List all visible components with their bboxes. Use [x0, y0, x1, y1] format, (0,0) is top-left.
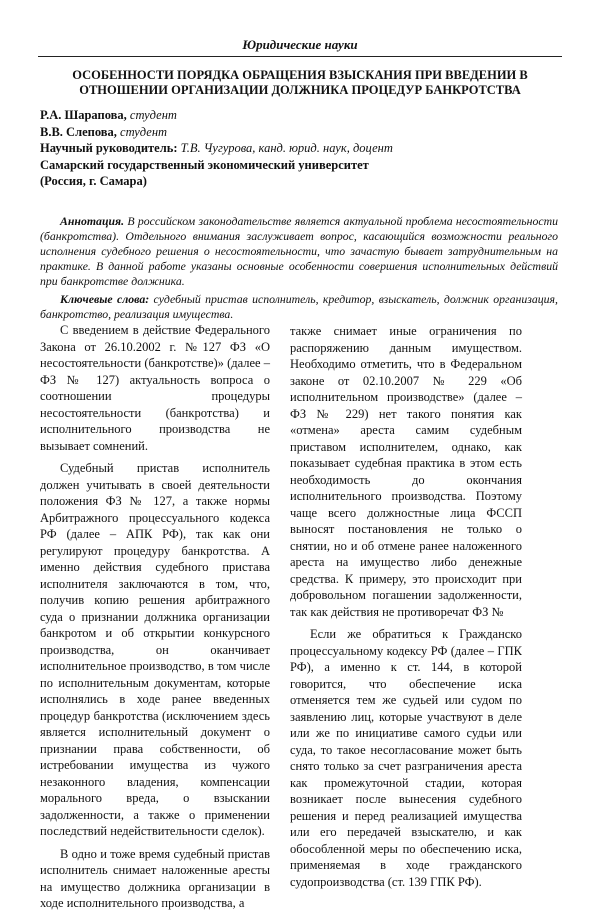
author-block: [40, 107, 393, 190]
location-line: [40, 173, 393, 190]
body-paragraph: также снимает иные ограничения по распоряжению данным имуществом. Необходимо отметить, что в Федеральном законе от 02.10.2007 № 229 «Об исполнительном производстве» (далее – ФЗ № 229) нет такого понятия как «отмена» ареста самим судебным приставом исполнителем, однако, как показывает судебная практика в этом есть необходимость до окончания исполнительного производства. Поэтому чаще всего должностные лица ФССП выносят постановления не только о снятии, но и об отмене ранее наложенного ареста на имущество либо денежные средства. К примеру, это происходит при добровольном погашении задолженности, так как действия не противоречат ФЗ №: [290, 324, 522, 619]
author-name: В.В. Слепова,: [40, 124, 117, 139]
abstract-block: [40, 214, 558, 322]
header-rule: [38, 56, 562, 57]
abstract-paragraph: [40, 214, 558, 289]
keywords-paragraph: [40, 292, 558, 322]
abstract-text: В российском законодательстве является актуальной проблема несостоятельности (банкротства). Отдельного внимания заслуживает вопрос, касающийся возможности реального исполнения судебного решения о несостоятельности, что зачастую бывает затруднительным на практике. В данной работе указаны основные особенности совершения исполнительных действий при банкротстве должника.: [40, 214, 558, 288]
abstract-label: Аннотация.: [60, 214, 125, 228]
author-role: студент: [129, 108, 177, 122]
body-column-right: [290, 323, 522, 896]
article-title: ОСОБЕННОСТИ ПОРЯДКА ОБРАЩЕНИЯ ВЗЫСКАНИЯ ПРИ ВВЕДЕНИИ В ОТНОШЕНИИ ОРГАНИЗАЦИИ ДОЛЖНИКА ПРОЦЕДУР БАНКРОТСТВА: [72, 68, 528, 97]
author-line: [40, 107, 393, 124]
supervisor-line: [40, 140, 393, 157]
body-paragraph: В одно и тоже время судебный пристав исполнитель снимает наложенные аресты на имущество должника организации в ходе исполнительного производства, а: [40, 846, 270, 910]
body-paragraph: Судебный пристав исполнитель должен учитывать в своей деятельности положения ФЗ № 127, а также нормы Арбитражного процессуального кодекса РФ (далее – АПК РФ), так как они регулируют процедуру банкротства. А именно действия судебного пристава исполнителя заключаются в том, что, получив копию решения арбитражного суда о признании должника организации банкротом и об открытии конкурсного производства, он оканчивает исполнительное производство, в том числе по исполнительным документам, которые исполнялись в ходе ранее введенных процедур банкротства (исключением здесь является исполнительный документ о признании права собственности, об истребовании имущества из чужого незаконного владения, компенсации морального вреда, о взыскании задолженности, а также о применении последствий недействительности сделок).: [40, 461, 270, 838]
author-name: Р.А. Шарапова,: [40, 108, 127, 122]
keywords-text: судебный пристав исполнитель, кредитор, взыскатель, должник организация, банкротство, реализация имущества.: [40, 292, 558, 321]
location: (Россия, г. Самара): [40, 174, 147, 188]
body-paragraph: Если же обратиться к Гражданско процессуальному кодексу РФ (далее – ГПК РФ), а именно к ст. 144, в которой говорится, что обеспечение иска отменяется тем же судьей или судом по заявлению лиц, которые участвуют в деле или же по инициативе самого судьи или суда, то такое несогласование может быть снято только за счет разграничения ареста как промежуточной стадии, которая возникает после вынесения судебного решения и перед реализацией имущества или его передачей взыскателю, и как обособленной меры по обеспечению иска, применяемая в ходе гражданского судопроизводства (ст. 139 ГПК РФ).: [290, 627, 522, 889]
body-paragraph: С введением в действие Федерального Закона от 26.10.2002 г. №127 ФЗ «О несостоятельности (банкротстве)» (далее – ФЗ № 127) актуальность вопроса о соотношении процедуры несостоятельности (банкротства) и исполнительного производства не вызывает сомнений.: [40, 323, 270, 453]
journal-section-header: Юридические науки: [242, 37, 358, 52]
supervisor-label: Научный руководитель:: [40, 141, 178, 155]
author-role: студент: [120, 124, 168, 139]
author-line: [40, 124, 393, 141]
supervisor-name: Т.В. Чугурова, канд. юрид. наук, доцент: [180, 141, 393, 155]
university-line: [40, 157, 393, 174]
body-column-left: [40, 322, 270, 918]
keywords-label: Ключевые слова:: [60, 292, 150, 306]
university-name: Самарский государственный экономический университет: [40, 157, 369, 172]
